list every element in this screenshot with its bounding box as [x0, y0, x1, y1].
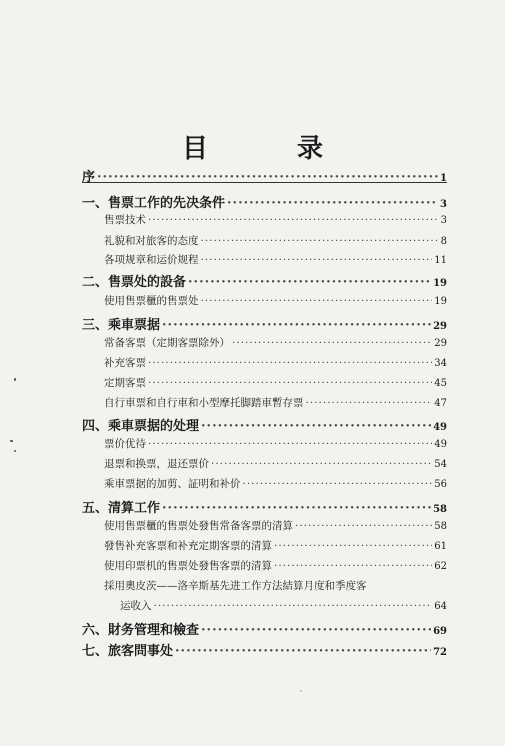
- toc-page-number: 3: [440, 199, 447, 210]
- toc-page-number: 47: [434, 398, 447, 409]
- toc-entry: [104, 252, 447, 267]
- toc-page-number: 1: [440, 173, 447, 184]
- toc-entry: [104, 518, 447, 533]
- toc-entry-label: 採用奧皮茨——洛辛斯基先进工作方法結算月度和季度客: [104, 580, 367, 592]
- toc-entry-label: 补充客票: [104, 357, 146, 369]
- toc-entry: [82, 314, 447, 333]
- toc-entry-label: 使用售票櫃的售票处: [104, 295, 199, 307]
- toc-entry-label: 定期客票: [104, 377, 146, 389]
- toc-entry: [104, 375, 447, 390]
- toc-entry-label: 使用售票櫃的售票处發售常备客票的清算: [104, 520, 293, 532]
- toc-page-number: 29: [434, 338, 447, 349]
- toc-page-number: 58: [433, 504, 447, 515]
- page-title: 目 录: [181, 134, 364, 164]
- toc-page-number: 56: [434, 479, 447, 490]
- toc-entry: [104, 395, 447, 410]
- toc-leader-dots: [188, 275, 431, 290]
- toc-page-number: 11: [434, 255, 447, 266]
- toc-entry-label: 三、乘車票据: [82, 318, 161, 333]
- toc-leader-dots: [162, 318, 431, 333]
- toc-page-number: 45: [434, 378, 447, 389]
- toc-leader-dots: [175, 644, 431, 659]
- toc-leader-dots: [201, 235, 439, 247]
- toc-page-number: 64: [434, 601, 447, 612]
- toc-entry-label: 四、乘車票据的处理: [82, 419, 200, 434]
- toc-entry: [104, 558, 447, 573]
- toc-entry-label: 售票技术: [104, 214, 146, 226]
- toc-leader-dots: [148, 377, 432, 389]
- toc-page-number: 69: [433, 626, 447, 637]
- toc-entry-label: 常备客票（定期客票除外）: [104, 337, 230, 349]
- toc-entry: [104, 293, 447, 308]
- toc-leader-dots: [148, 214, 439, 226]
- toc-entry: [82, 640, 447, 659]
- toc-entry-label: 礼貌和对旅客的态度: [104, 235, 199, 247]
- toc-entry-label: 發售补充客票和补充定期客票的清算: [104, 540, 272, 552]
- toc-page-number: 58: [434, 521, 447, 532]
- toc-entry-label: 自行車票和自行車和小型摩托脚踏車暫存票: [104, 397, 304, 409]
- toc-entry-label: 七、旅客問事处: [82, 644, 174, 659]
- toc-entry: [104, 233, 447, 248]
- toc-page-number: 62: [434, 561, 447, 572]
- toc-page-number: 72: [433, 647, 447, 658]
- toc-entry-label: 二、售票处的設备: [82, 275, 187, 290]
- toc-leader-dots: [306, 397, 433, 409]
- toc-leader-dots: [274, 560, 432, 572]
- scan-speck: [10, 440, 13, 442]
- toc-leader-dots: [243, 478, 433, 490]
- toc-page-number: 54: [434, 459, 447, 470]
- toc-leader-dots: [201, 419, 431, 434]
- toc-page-number: 3: [440, 215, 447, 226]
- toc-entry-label: 退票和换票，退还票价: [104, 458, 209, 470]
- toc-entry-label: 各项规章和运价规程: [104, 254, 199, 266]
- toc-entry: [104, 578, 447, 593]
- toc-entry: [82, 166, 447, 185]
- toc-entry-label: 乘車票据的加剪、証明和补价: [104, 478, 241, 490]
- toc-entry: [104, 538, 447, 553]
- toc-entry-label: 六、財务管理和檢查: [82, 623, 200, 638]
- toc-leader-dots: [148, 357, 432, 369]
- toc-leader-dots: [201, 254, 433, 266]
- scan-speck: [14, 450, 16, 452]
- toc-page-number: 49: [433, 422, 447, 433]
- toc-entry-label: 运收入: [120, 600, 152, 612]
- toc-leader-dots: [211, 458, 432, 470]
- toc-entry: [82, 192, 447, 211]
- toc-entry-label: 一、售票工作的先决条件: [82, 196, 226, 211]
- toc-entry: [82, 497, 447, 516]
- scan-speck: [14, 378, 16, 381]
- toc-entry: [120, 598, 447, 613]
- toc-page-number: 19: [433, 278, 447, 289]
- toc-leader-dots: [227, 196, 438, 211]
- toc-page-number: 49: [434, 439, 447, 450]
- toc-page-number: 29: [433, 321, 447, 332]
- toc-entry: [104, 212, 447, 227]
- toc-entry: [82, 619, 447, 638]
- toc-leader-dots: [148, 438, 432, 450]
- toc-entry: [104, 436, 447, 451]
- toc-entry-label: 票价优待: [104, 438, 146, 450]
- toc-page-number: 34: [434, 358, 447, 369]
- toc-leader-dots: [232, 337, 432, 349]
- scan-speck: [300, 690, 302, 692]
- toc-leader-dots: [97, 170, 438, 185]
- toc-leader-dots: [154, 600, 433, 612]
- toc-leader-dots: [295, 520, 432, 532]
- toc-entry-label: 序: [82, 170, 96, 185]
- toc-leader-dots: [201, 295, 433, 307]
- toc-entry: [104, 355, 447, 370]
- toc-entry-label: 使用印票机的售票处發售客票的清算: [104, 560, 272, 572]
- toc-leader-dots: [162, 501, 431, 516]
- toc-entry-label: 五、清算工作: [82, 501, 161, 516]
- toc-entry: [104, 456, 447, 471]
- toc-leader-dots: [274, 540, 432, 552]
- toc-entry: [82, 271, 447, 290]
- toc-leader-dots: [201, 623, 431, 638]
- toc-entry: [104, 335, 447, 350]
- toc-page-number: 19: [434, 296, 447, 307]
- toc-page-number: 61: [434, 541, 447, 552]
- toc-page-number: 8: [440, 236, 447, 247]
- toc-entry: [82, 415, 447, 434]
- toc-entry: [104, 476, 447, 491]
